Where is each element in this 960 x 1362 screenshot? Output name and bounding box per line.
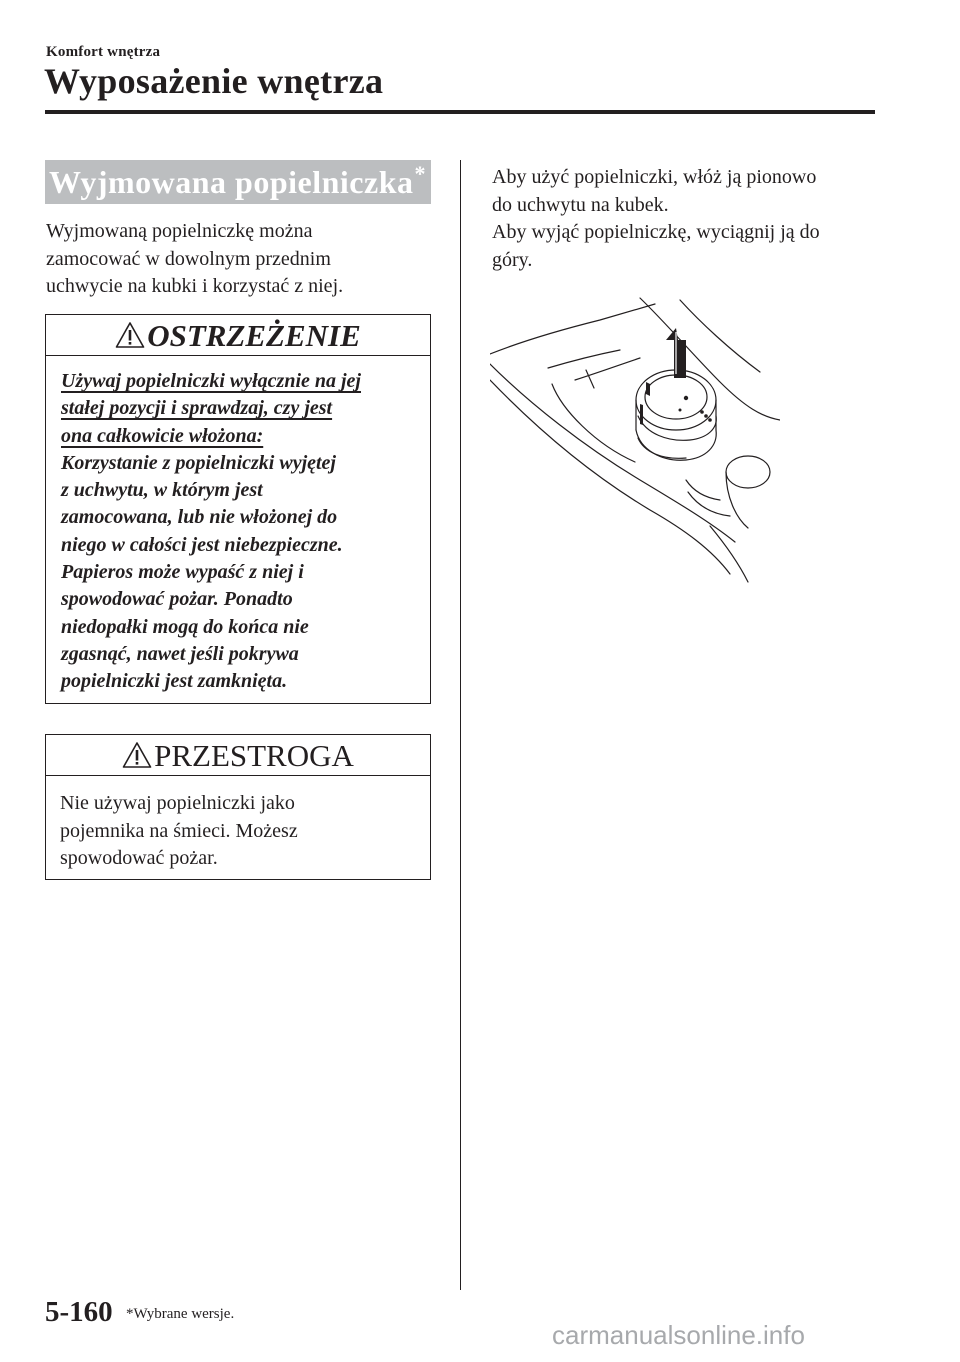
caution-line: pojemnika na śmieci. Możesz [60,819,298,842]
warning-triangle-icon [122,741,152,769]
ashtray-illustration [490,292,780,587]
section-heading-band [45,160,431,204]
warning-line: niego w całości jest niebezpieczne. [61,533,343,556]
warning-line: zamocowana, lub nie włożonej do [61,506,338,529]
warning-line: niedopałki mogą do końca nie [61,615,309,638]
warning-emphasis-line: ona całkowicie włożona: [61,424,264,447]
intro-paragraph [46,218,436,301]
usage-instructions [492,164,882,274]
intro-line: uchwycie na kubki i korzystać z niej. [46,275,344,297]
warning-emphasis-line: stałej pozycji i sprawdzaj, czy jest [61,397,333,420]
warning-triangle-icon [115,321,145,349]
column-divider [460,160,461,1290]
warning-line: zgasnąć, nawet jeśli pokrywa [61,642,299,665]
instruction-line: Aby użyć popielniczki, włóż ją pionowo [492,166,817,188]
caution-body [46,776,430,873]
caution-box [45,734,431,880]
footnote: *Wybrane wersje. [126,1306,235,1322]
warning-line: popielniczki jest zamknięta. [61,670,288,693]
chapter-title: Wyposażenie wnętrza [44,61,384,101]
warning-line: z uchwytu, w którym jest [61,479,263,502]
caution-heading: PRZESTROGA [154,737,354,773]
page-number: 5-160 [45,1296,113,1328]
instruction-line: do uchwytu na kubek. [492,193,669,216]
warning-line: Korzystanie z popielniczki wyjętej [61,451,336,474]
optional-equipment-asterisk: * [414,161,426,186]
section-label: Komfort wnętrza [46,44,161,60]
header-rule [45,110,875,114]
intro-line: Wyjmowaną popielniczkę można [46,220,313,242]
warning-header [46,315,430,356]
warning-line: spowodować pożar. Ponadto [61,588,293,611]
watermark: carmanualsonline.info [552,1320,805,1350]
instruction-line: Aby wyjąć popielniczkę, wyciągnij ją do [492,221,820,243]
warning-emphasis-line: Używaj popielniczki wyłącznie na jej [61,370,361,392]
warning-body [46,356,430,696]
caution-line: spowodować pożar. [60,847,218,869]
warning-heading: OSTRZEŻENIE [147,317,361,353]
caution-line: Nie używaj popielniczki jako [60,792,295,814]
instruction-line: góry. [492,248,533,271]
section-title: Wyjmowana popielniczka [49,164,414,200]
warning-box [45,314,431,704]
caution-header [46,735,430,776]
warning-line: Papieros może wypaść z niej i [61,561,304,584]
intro-line: zamocować w dowolnym przednim [46,247,331,270]
